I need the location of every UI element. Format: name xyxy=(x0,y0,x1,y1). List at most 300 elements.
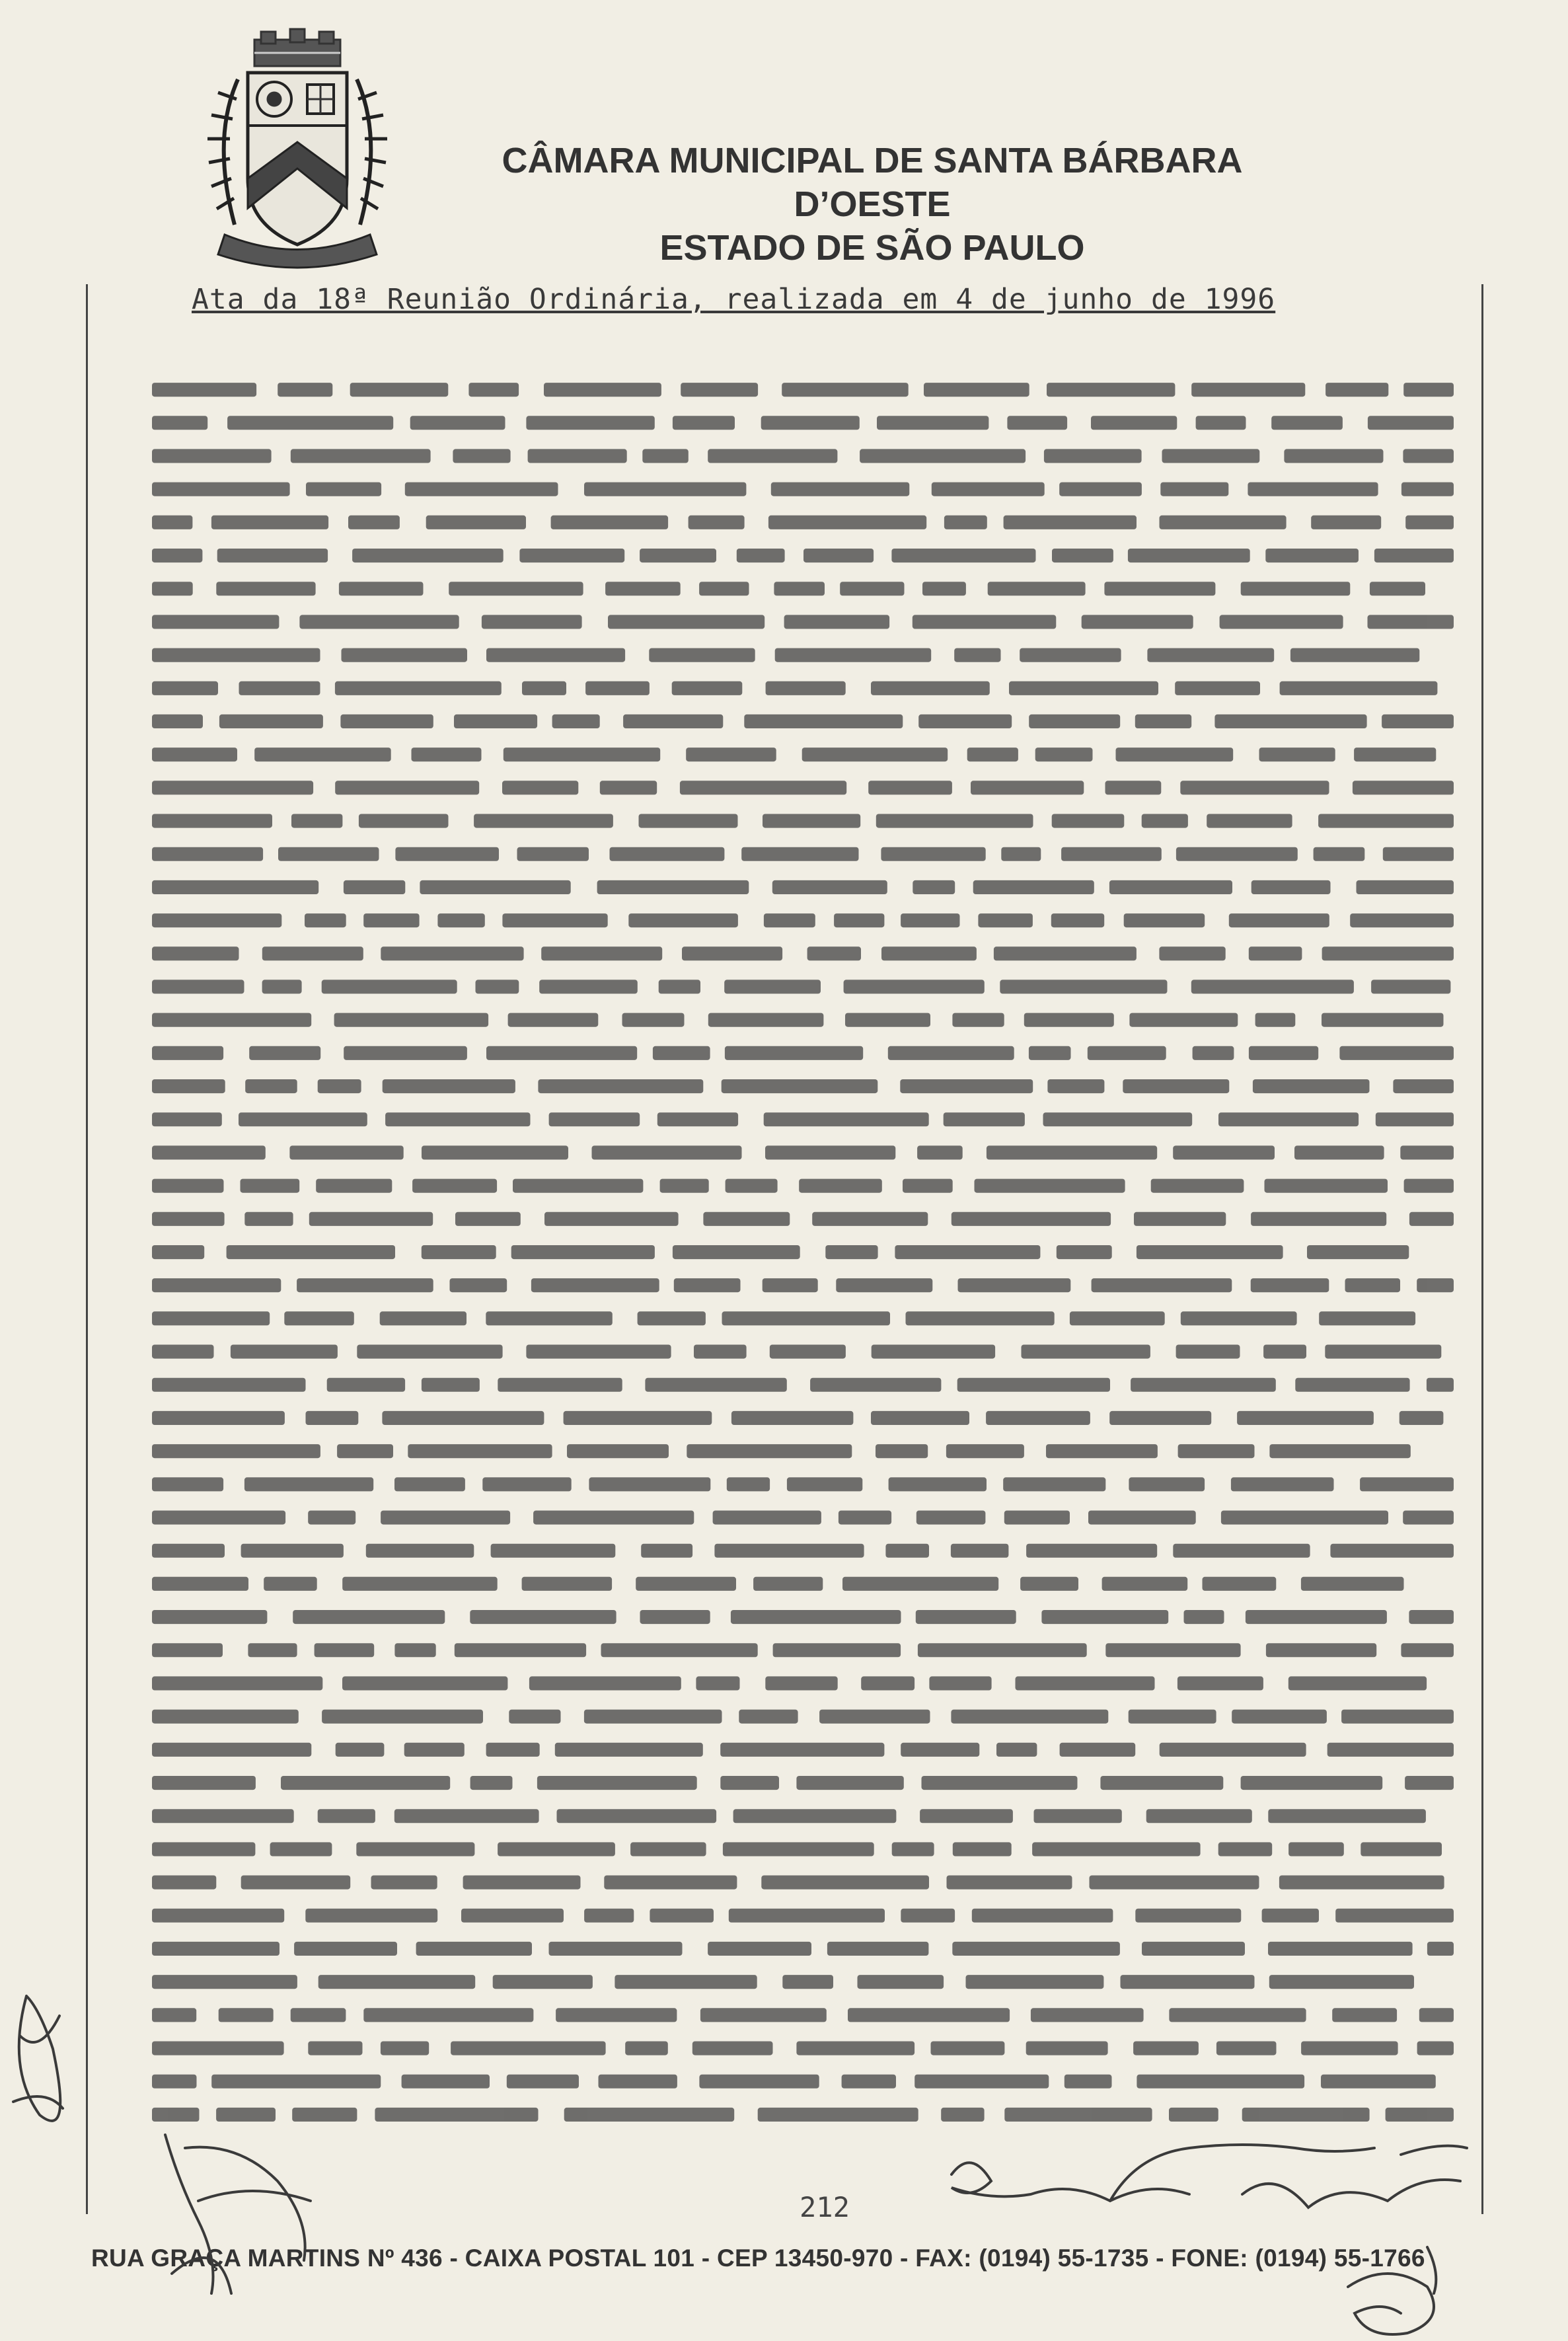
text-line-segment xyxy=(733,1809,897,1823)
minutes-body-scan xyxy=(152,373,1454,2131)
text-line-segment xyxy=(796,2042,915,2055)
text-line-segment xyxy=(842,1577,998,1591)
text-line-segment xyxy=(615,1975,757,1989)
text-line-segment xyxy=(152,913,281,927)
text-line-segment xyxy=(1249,1046,1318,1060)
text-line-segment xyxy=(1051,913,1104,927)
text-line-segment xyxy=(1409,1610,1454,1624)
text-line-segment xyxy=(470,1776,513,1790)
text-line-segment xyxy=(1104,582,1215,595)
text-line-segment xyxy=(537,1776,697,1790)
text-line-segment xyxy=(318,1809,375,1823)
text-line-segment xyxy=(725,1046,863,1060)
text-line-segment xyxy=(1311,516,1381,529)
text-line-segment xyxy=(292,2108,357,2122)
text-line-segment xyxy=(482,615,582,629)
text-line-segment xyxy=(1241,1776,1383,1790)
text-line-segment xyxy=(254,748,391,761)
text-line-segment xyxy=(1288,1842,1344,1856)
text-line-segment xyxy=(404,1743,465,1757)
text-line-segment xyxy=(217,549,328,562)
text-line-segment xyxy=(519,549,624,562)
text-line-segment xyxy=(375,2108,538,2122)
text-line-segment xyxy=(1371,979,1450,993)
text-line-segment xyxy=(555,1743,703,1757)
text-line-segment xyxy=(1237,1411,1374,1425)
text-line-segment xyxy=(284,1311,354,1325)
text-line-segment xyxy=(720,1743,884,1757)
text-line-segment xyxy=(608,615,765,629)
text-line-segment xyxy=(528,449,627,463)
text-line-segment xyxy=(958,1278,1071,1292)
text-line-segment xyxy=(152,1013,311,1027)
text-line-segment xyxy=(1214,714,1366,728)
text-line-segment xyxy=(216,2108,276,2122)
text-line-segment xyxy=(1332,2008,1397,2022)
text-line-segment xyxy=(227,1245,395,1259)
text-line-segment xyxy=(1064,2075,1112,2089)
text-line-segment xyxy=(491,1544,616,1558)
text-line-segment xyxy=(1284,449,1383,463)
state-name: ESTADO DE SÃO PAULO xyxy=(659,228,1085,268)
text-line-segment xyxy=(1121,1975,1255,1989)
text-line-segment xyxy=(1004,1511,1070,1525)
text-line-segment xyxy=(973,880,1094,894)
text-line-segment xyxy=(1262,1909,1319,1923)
text-line-segment xyxy=(152,1776,256,1790)
text-line-segment xyxy=(708,1942,811,1956)
text-line-segment xyxy=(262,979,302,993)
text-line-segment xyxy=(682,946,782,960)
text-line-segment xyxy=(952,1212,1111,1226)
text-line-segment xyxy=(366,1544,474,1558)
text-line-segment xyxy=(610,847,725,861)
text-line-segment xyxy=(152,1909,284,1923)
text-line-segment xyxy=(1246,1610,1387,1624)
text-line-segment xyxy=(1034,1809,1122,1823)
text-line-segment xyxy=(723,1842,874,1856)
text-line-segment xyxy=(1061,847,1162,861)
text-line-segment xyxy=(564,1411,712,1425)
text-line-segment xyxy=(844,979,985,993)
text-line-segment xyxy=(812,1212,928,1226)
text-line-segment xyxy=(1193,1046,1234,1060)
text-line-segment xyxy=(1405,516,1454,529)
text-line-segment xyxy=(871,1411,969,1425)
text-line-segment xyxy=(640,1610,710,1624)
text-line-segment xyxy=(726,1179,778,1193)
text-line-segment xyxy=(476,979,519,993)
text-line-segment xyxy=(1279,1876,1444,1890)
text-line-segment xyxy=(1159,946,1225,960)
text-line-segment xyxy=(1269,1975,1414,1989)
text-line-segment xyxy=(1301,2042,1398,2055)
text-line-segment xyxy=(988,582,1086,595)
text-line-segment xyxy=(825,1245,877,1259)
text-line-segment xyxy=(1376,1112,1454,1126)
text-line-segment xyxy=(1057,1245,1112,1259)
page-border-right xyxy=(1481,284,1483,2214)
text-line-segment xyxy=(270,1842,332,1856)
text-line-segment xyxy=(768,516,926,529)
text-line-segment xyxy=(1271,416,1343,430)
text-line-segment xyxy=(1009,681,1158,695)
text-line-segment xyxy=(1265,1179,1388,1193)
text-line-segment xyxy=(1177,1676,1263,1690)
text-line-segment xyxy=(1370,582,1425,595)
text-line-segment xyxy=(842,2075,896,2089)
text-line-segment xyxy=(987,1145,1157,1159)
text-line-segment xyxy=(1232,1710,1327,1724)
page-number: 212 xyxy=(800,2191,850,2223)
text-line-segment xyxy=(336,1743,385,1757)
text-line-segment xyxy=(541,946,662,960)
text-line-segment xyxy=(625,2042,668,2055)
text-line-segment xyxy=(729,1909,885,1923)
text-line-segment xyxy=(1032,1842,1201,1856)
text-line-segment xyxy=(774,582,825,595)
text-line-segment xyxy=(289,1145,403,1159)
text-line-segment xyxy=(152,449,272,463)
text-line-segment xyxy=(394,1809,539,1823)
text-line-segment xyxy=(152,482,290,496)
text-line-segment xyxy=(917,1145,963,1159)
text-line-segment xyxy=(152,1643,223,1657)
text-line-segment xyxy=(420,880,570,894)
text-line-segment xyxy=(308,2042,362,2055)
text-line-segment xyxy=(327,1378,405,1392)
text-line-segment xyxy=(318,1079,361,1093)
text-line-segment xyxy=(692,2042,773,2055)
text-line-segment xyxy=(152,781,313,794)
text-line-segment xyxy=(1265,549,1359,562)
text-line-segment xyxy=(1220,615,1343,629)
text-line-segment xyxy=(152,748,237,761)
text-line-segment xyxy=(1314,847,1365,861)
text-line-segment xyxy=(544,383,661,397)
text-line-segment xyxy=(1173,1544,1310,1558)
text-line-segment xyxy=(1000,979,1167,993)
text-line-segment xyxy=(782,1975,833,1989)
text-line-segment xyxy=(708,1013,824,1027)
text-line-segment xyxy=(241,1179,300,1193)
text-line-segment xyxy=(772,880,887,894)
text-line-segment xyxy=(152,814,272,828)
text-line-segment xyxy=(796,1776,903,1790)
text-line-segment xyxy=(1043,1112,1193,1126)
text-line-segment xyxy=(342,648,468,662)
text-line-segment xyxy=(509,1710,560,1724)
text-line-segment xyxy=(628,913,738,927)
text-line-segment xyxy=(152,582,193,595)
text-line-segment xyxy=(906,1311,1055,1325)
text-line-segment xyxy=(599,2075,677,2089)
text-line-segment xyxy=(340,714,433,728)
text-line-segment xyxy=(784,615,890,629)
text-line-segment xyxy=(766,681,846,695)
text-line-segment xyxy=(1123,1079,1229,1093)
text-line-segment xyxy=(152,1311,270,1325)
text-line-segment xyxy=(381,1511,510,1525)
text-line-segment xyxy=(1248,482,1378,496)
text-line-segment xyxy=(1368,615,1454,629)
text-line-segment xyxy=(1029,1046,1071,1060)
text-line-segment xyxy=(1341,1710,1454,1724)
text-line-segment xyxy=(895,1245,1040,1259)
text-line-segment xyxy=(474,814,613,828)
text-line-segment xyxy=(922,582,966,595)
text-line-segment xyxy=(249,1046,320,1060)
text-line-segment xyxy=(291,814,342,828)
text-line-segment xyxy=(913,615,1057,629)
text-line-segment xyxy=(952,1942,1120,1956)
text-line-segment xyxy=(507,2075,579,2089)
text-line-segment xyxy=(1401,1643,1454,1657)
text-line-segment xyxy=(954,648,1000,662)
text-line-segment xyxy=(1335,1909,1454,1923)
text-line-segment xyxy=(819,1710,930,1724)
text-line-segment xyxy=(241,1876,351,1890)
text-line-segment xyxy=(1191,979,1354,993)
text-line-segment xyxy=(463,1876,581,1890)
text-line-segment xyxy=(1288,1676,1427,1690)
text-line-segment xyxy=(1218,1112,1359,1126)
text-line-segment xyxy=(920,1809,1013,1823)
text-line-segment xyxy=(1196,416,1246,430)
text-line-segment xyxy=(538,1079,703,1093)
text-line-segment xyxy=(405,482,558,496)
text-line-segment xyxy=(1231,1477,1334,1491)
text-line-segment xyxy=(152,648,320,662)
text-line-segment xyxy=(493,1975,593,1989)
text-line-segment xyxy=(1129,1477,1205,1491)
text-line-segment xyxy=(381,946,523,960)
text-line-segment xyxy=(1269,1444,1410,1458)
text-line-segment xyxy=(152,880,318,894)
text-line-segment xyxy=(861,1676,915,1690)
text-line-segment xyxy=(1417,1278,1454,1292)
text-line-segment xyxy=(763,814,860,828)
text-line-segment xyxy=(941,2108,984,2122)
text-line-segment xyxy=(975,1179,1125,1193)
text-line-segment xyxy=(1290,648,1419,662)
text-line-segment xyxy=(803,549,874,562)
text-line-segment xyxy=(952,1013,1004,1027)
text-line-segment xyxy=(1386,2108,1454,2122)
text-line-segment xyxy=(876,814,1033,828)
text-line-segment xyxy=(638,1311,706,1325)
text-line-segment xyxy=(363,2008,533,2022)
text-line-segment xyxy=(239,1112,367,1126)
text-line-segment xyxy=(245,1079,297,1093)
text-line-segment xyxy=(1137,2075,1304,2089)
text-line-segment xyxy=(152,1345,214,1359)
text-line-segment xyxy=(1249,946,1302,960)
text-line-segment xyxy=(630,1842,706,1856)
text-line-segment xyxy=(737,549,785,562)
text-line-segment xyxy=(585,681,650,695)
text-line-segment xyxy=(1294,1145,1384,1159)
text-line-segment xyxy=(339,582,424,595)
text-line-segment xyxy=(486,1743,540,1757)
text-line-segment xyxy=(1129,1710,1216,1724)
text-line-segment xyxy=(152,1676,322,1690)
text-line-segment xyxy=(653,1046,710,1060)
text-line-segment xyxy=(1131,1378,1276,1392)
text-line-segment xyxy=(1350,913,1454,927)
text-line-segment xyxy=(363,913,419,927)
text-line-segment xyxy=(1417,2042,1454,2055)
text-line-segment xyxy=(1176,1345,1240,1359)
text-line-segment xyxy=(294,1942,397,1956)
text-line-segment xyxy=(382,1411,544,1425)
text-line-segment xyxy=(727,1477,770,1491)
text-line-segment xyxy=(152,1942,280,1956)
text-line-segment xyxy=(1229,913,1329,927)
text-line-segment xyxy=(731,1610,901,1624)
text-line-segment xyxy=(951,1544,1009,1558)
text-line-segment xyxy=(744,714,903,728)
text-line-segment xyxy=(881,946,977,960)
text-line-segment xyxy=(344,880,405,894)
text-line-segment xyxy=(1128,549,1250,562)
text-line-segment xyxy=(152,1046,223,1060)
text-line-segment xyxy=(526,1345,671,1359)
text-line-segment xyxy=(1109,880,1232,894)
text-line-segment xyxy=(291,449,431,463)
text-line-segment xyxy=(356,1842,474,1856)
text-line-segment xyxy=(944,1112,1025,1126)
text-line-segment xyxy=(248,1643,297,1657)
text-line-segment xyxy=(699,2075,819,2089)
text-line-segment xyxy=(660,1179,709,1193)
text-line-segment xyxy=(929,1676,991,1690)
text-line-segment xyxy=(1401,482,1454,496)
text-line-segment xyxy=(412,1179,497,1193)
text-line-segment xyxy=(1325,1345,1441,1359)
text-line-segment xyxy=(1082,615,1193,629)
text-line-segment xyxy=(352,549,504,562)
text-line-segment xyxy=(342,1676,507,1690)
text-line-segment xyxy=(1020,648,1121,662)
text-line-segment xyxy=(877,416,989,430)
text-line-segment xyxy=(152,1145,266,1159)
text-line-segment xyxy=(827,1942,929,1956)
text-line-segment xyxy=(486,1311,613,1325)
text-line-segment xyxy=(1361,1842,1442,1856)
text-line-segment xyxy=(152,1278,281,1292)
text-line-segment xyxy=(639,814,738,828)
text-line-segment xyxy=(231,1345,338,1359)
text-line-segment xyxy=(1216,2042,1277,2055)
text-line-segment xyxy=(765,1676,837,1690)
text-line-segment xyxy=(152,383,256,397)
text-line-segment xyxy=(892,1842,934,1856)
text-line-segment xyxy=(1339,1046,1454,1060)
text-line-segment xyxy=(371,1876,437,1890)
text-line-segment xyxy=(947,1876,1072,1890)
text-line-segment xyxy=(881,847,985,861)
text-line-segment xyxy=(1253,1079,1370,1093)
text-line-segment xyxy=(1041,1610,1168,1624)
text-line-segment xyxy=(681,383,758,397)
text-line-segment xyxy=(1044,449,1142,463)
text-line-segment xyxy=(152,2075,197,2089)
text-line-segment xyxy=(152,847,263,861)
text-line-segment xyxy=(1088,1511,1196,1525)
text-line-segment xyxy=(1031,2008,1144,2022)
text-line-segment xyxy=(642,449,689,463)
text-line-segment xyxy=(502,781,578,794)
text-line-segment xyxy=(1321,2075,1436,2089)
text-line-segment xyxy=(971,781,1084,794)
text-line-segment xyxy=(1003,1477,1105,1491)
text-line-segment xyxy=(1052,549,1113,562)
text-line-segment xyxy=(1319,1311,1415,1325)
text-line-segment xyxy=(297,1278,433,1292)
text-line-segment xyxy=(1218,1842,1273,1856)
text-line-segment xyxy=(381,2042,429,2055)
text-line-segment xyxy=(722,1311,891,1325)
text-line-segment xyxy=(918,1643,1087,1657)
text-line-segment xyxy=(787,1477,862,1491)
text-line-segment xyxy=(522,1577,613,1591)
text-line-segment xyxy=(1207,814,1292,828)
text-line-segment xyxy=(1403,383,1454,397)
text-line-segment xyxy=(454,714,537,728)
text-line-segment xyxy=(308,1511,355,1525)
text-line-segment xyxy=(455,1643,586,1657)
text-line-segment xyxy=(1175,681,1260,695)
text-line-segment xyxy=(241,1544,344,1558)
text-line-segment xyxy=(696,1676,739,1690)
text-line-segment xyxy=(1404,1179,1454,1193)
text-line-segment xyxy=(770,1345,846,1359)
text-line-segment xyxy=(552,714,600,728)
text-line-segment xyxy=(152,979,244,993)
text-line-segment xyxy=(1251,1212,1386,1226)
text-line-segment xyxy=(860,449,1026,463)
text-line-segment xyxy=(1251,1278,1329,1292)
text-line-segment xyxy=(504,748,660,761)
page-border-left xyxy=(86,284,88,2214)
text-line-segment xyxy=(722,1079,878,1093)
text-line-segment xyxy=(557,1809,717,1823)
text-line-segment xyxy=(1052,814,1125,828)
footer-address: RUA GRAÇA MARTINS Nº 436 - CAIXA POSTAL 101 - CEP 13450-970 - FAX: (0194) 55-1735 - FONE: (0194) 55-1766 xyxy=(91,2245,1425,2272)
text-line-segment xyxy=(1345,1278,1401,1292)
text-line-segment xyxy=(782,383,909,397)
text-line-segment xyxy=(836,1278,932,1292)
text-line-segment xyxy=(152,1511,285,1525)
text-line-segment xyxy=(1029,714,1120,728)
text-line-segment xyxy=(659,979,700,993)
text-line-segment xyxy=(513,1179,643,1193)
text-line-segment xyxy=(1382,714,1454,728)
text-line-segment xyxy=(1409,1212,1454,1226)
text-line-segment xyxy=(1360,1477,1454,1491)
text-line-segment xyxy=(1129,1013,1238,1027)
text-line-segment xyxy=(1135,714,1191,728)
text-line-segment xyxy=(901,913,959,927)
text-line-segment xyxy=(1403,449,1454,463)
text-line-segment xyxy=(264,1577,317,1591)
text-line-segment xyxy=(944,516,987,529)
text-line-segment xyxy=(916,1511,986,1525)
minutes-title: Ata da 18ª Reunião Ordinária, realizada em 4 de junho de 1996 xyxy=(192,283,1276,316)
text-line-segment xyxy=(986,1411,1090,1425)
text-line-segment xyxy=(402,2075,490,2089)
